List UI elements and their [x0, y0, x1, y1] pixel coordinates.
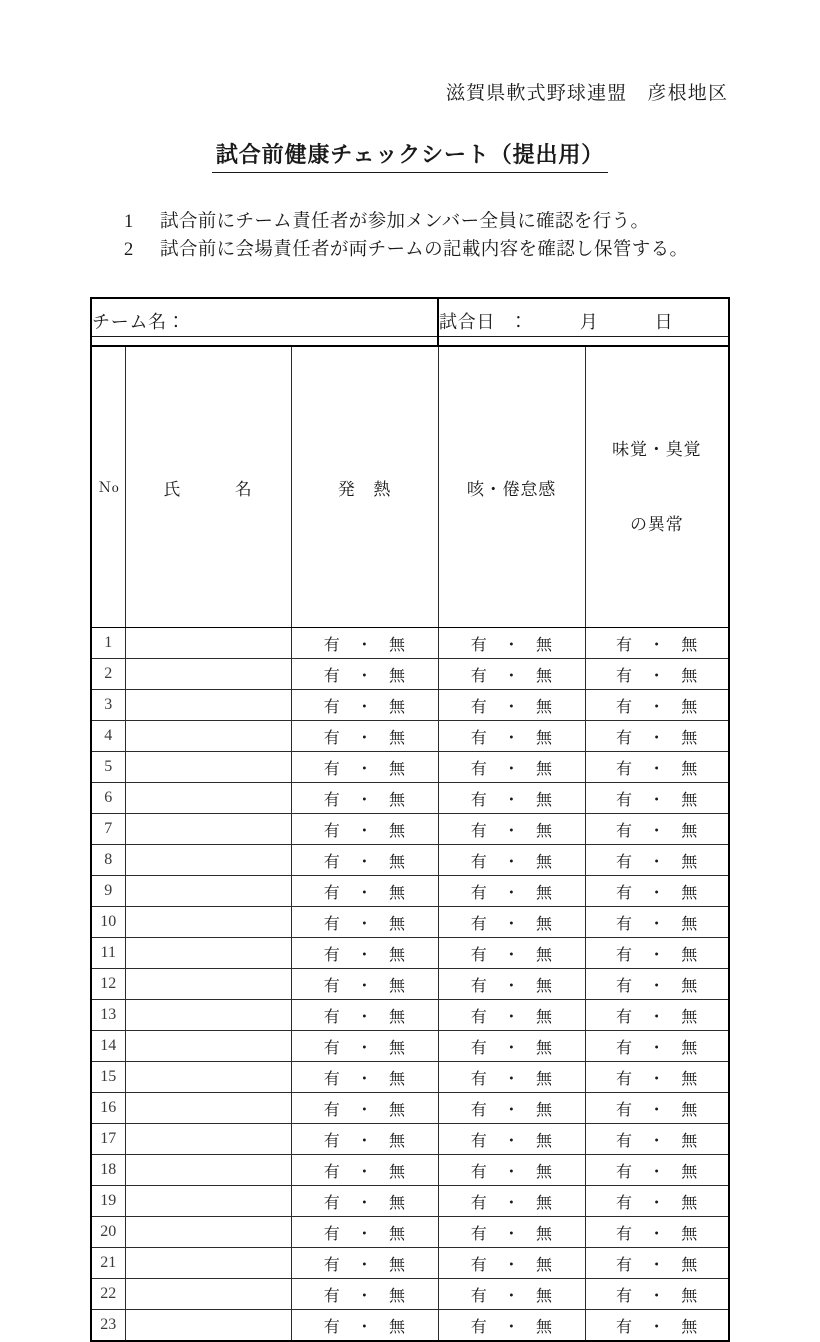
row-number: 22: [91, 1279, 125, 1310]
row-number: 17: [91, 1124, 125, 1155]
table-row: [91, 1031, 729, 1062]
row-number: 4: [91, 721, 125, 752]
fever-choice-cell[interactable]: 有 ・ 無: [291, 907, 438, 938]
cough-choice-cell[interactable]: 有 ・ 無: [438, 1000, 585, 1031]
team-name-label: チーム名：: [92, 308, 186, 337]
row-number: 1: [91, 628, 125, 659]
row-number: 15: [91, 1062, 125, 1093]
taste-smell-choice-cell[interactable]: 有 ・ 無: [585, 969, 729, 1000]
cough-choice-cell[interactable]: 有 ・ 無: [438, 1031, 585, 1062]
taste-smell-choice-cell[interactable]: 有 ・ 無: [585, 1310, 729, 1342]
match-date-field[interactable]: 試合日 ： 月 日: [439, 308, 728, 337]
match-date-cell[interactable]: [438, 298, 729, 346]
fever-choice-cell[interactable]: 有 ・ 無: [291, 814, 438, 845]
table-row: [91, 1124, 729, 1155]
row-number: 12: [91, 969, 125, 1000]
instruction-number: 1: [124, 212, 134, 232]
table-row: [91, 752, 729, 783]
cough-choice-cell[interactable]: 有 ・ 無: [438, 1217, 585, 1248]
fever-choice-cell[interactable]: 有 ・ 無: [291, 1310, 438, 1342]
cough-choice-cell[interactable]: 有 ・ 無: [438, 690, 585, 721]
member-name-input[interactable]: [125, 1310, 291, 1342]
table-row: [91, 1062, 729, 1093]
cough-choice-cell[interactable]: 有 ・ 無: [438, 1279, 585, 1310]
cough-choice-cell[interactable]: 有 ・ 無: [438, 814, 585, 845]
table-row: [91, 1217, 729, 1248]
taste-smell-choice-cell[interactable]: 有 ・ 無: [585, 1279, 729, 1310]
sheet-info-row: [91, 298, 729, 346]
organization-header: 滋賀県軟式野球連盟 彦根地区: [446, 83, 728, 104]
fever-choice-cell[interactable]: 有 ・ 無: [291, 1000, 438, 1031]
taste-smell-choice-cell[interactable]: 有 ・ 無: [585, 1248, 729, 1279]
member-name-input[interactable]: [125, 1000, 291, 1031]
fever-choice-cell[interactable]: 有 ・ 無: [291, 938, 438, 969]
column-header-taste-line1: 味覚・臭覚: [612, 440, 702, 459]
member-name-input[interactable]: [125, 721, 291, 752]
member-name-input[interactable]: [125, 1248, 291, 1279]
member-name-input[interactable]: [125, 1155, 291, 1186]
instructions-list: [124, 208, 688, 264]
row-number: 21: [91, 1248, 125, 1279]
cough-choice-cell[interactable]: 有 ・ 無: [438, 1062, 585, 1093]
member-name-input[interactable]: [125, 783, 291, 814]
cough-choice-cell[interactable]: 有 ・ 無: [438, 721, 585, 752]
column-header-taste-smell: [585, 346, 729, 628]
taste-smell-choice-cell[interactable]: 有 ・ 無: [585, 690, 729, 721]
fever-choice-cell[interactable]: 有 ・ 無: [291, 1279, 438, 1310]
instruction-item: [124, 208, 688, 236]
cough-choice-cell[interactable]: 有 ・ 無: [438, 1248, 585, 1279]
taste-smell-choice-cell[interactable]: 有 ・ 無: [585, 783, 729, 814]
column-header-fever: 発 熱: [291, 346, 438, 628]
cough-choice-cell[interactable]: 有 ・ 無: [438, 628, 585, 659]
member-name-input[interactable]: [125, 938, 291, 969]
column-header-row: [91, 346, 729, 628]
member-name-input[interactable]: [125, 845, 291, 876]
page-title: 試合前健康チェックシート（提出用）: [212, 138, 608, 173]
cough-choice-cell[interactable]: 有 ・ 無: [438, 1093, 585, 1124]
row-number: 11: [91, 938, 125, 969]
fever-choice-cell[interactable]: 有 ・ 無: [291, 876, 438, 907]
column-header-name: 氏 名: [125, 346, 291, 628]
row-number: 14: [91, 1031, 125, 1062]
cough-choice-cell[interactable]: 有 ・ 無: [438, 783, 585, 814]
table-row: [91, 690, 729, 721]
cough-choice-cell[interactable]: 有 ・ 無: [438, 938, 585, 969]
taste-smell-choice-cell[interactable]: 有 ・ 無: [585, 1031, 729, 1062]
column-header-cough: 咳・倦怠感: [438, 346, 585, 628]
fever-choice-cell[interactable]: 有 ・ 無: [291, 1124, 438, 1155]
row-number: 23: [91, 1310, 125, 1342]
member-name-input[interactable]: [125, 690, 291, 721]
member-name-input[interactable]: [125, 628, 291, 659]
page-title-container: [0, 138, 820, 173]
taste-smell-choice-cell[interactable]: 有 ・ 無: [585, 814, 729, 845]
table-row: [91, 1000, 729, 1031]
table-row: [91, 938, 729, 969]
fever-choice-cell[interactable]: 有 ・ 無: [291, 1093, 438, 1124]
cough-choice-cell[interactable]: 有 ・ 無: [438, 876, 585, 907]
taste-smell-choice-cell[interactable]: 有 ・ 無: [585, 907, 729, 938]
table-row: [91, 783, 729, 814]
cough-choice-cell[interactable]: 有 ・ 無: [438, 659, 585, 690]
fever-choice-cell[interactable]: 有 ・ 無: [291, 1031, 438, 1062]
column-header-no: Ｎo: [91, 346, 125, 628]
member-name-input[interactable]: [125, 1093, 291, 1124]
row-number: 2: [91, 659, 125, 690]
table-row: [91, 814, 729, 845]
member-name-input[interactable]: [125, 1062, 291, 1093]
instruction-text: 試合前に会場責任者が両チームの記載内容を確認し保管する。: [160, 240, 689, 260]
row-number: 16: [91, 1093, 125, 1124]
taste-smell-choice-cell[interactable]: 有 ・ 無: [585, 1186, 729, 1217]
taste-smell-choice-cell[interactable]: 有 ・ 無: [585, 876, 729, 907]
member-name-input[interactable]: [125, 752, 291, 783]
fever-choice-cell[interactable]: 有 ・ 無: [291, 1062, 438, 1093]
table-row: [91, 659, 729, 690]
fever-choice-cell[interactable]: 有 ・ 無: [291, 1248, 438, 1279]
member-name-input[interactable]: [125, 1031, 291, 1062]
member-name-input[interactable]: [125, 659, 291, 690]
taste-smell-choice-cell[interactable]: 有 ・ 無: [585, 628, 729, 659]
taste-smell-choice-cell[interactable]: 有 ・ 無: [585, 752, 729, 783]
member-name-input[interactable]: [125, 814, 291, 845]
fever-choice-cell[interactable]: 有 ・ 無: [291, 752, 438, 783]
table-row: [91, 1310, 729, 1342]
table-row: [91, 721, 729, 752]
taste-smell-choice-cell[interactable]: 有 ・ 無: [585, 1000, 729, 1031]
member-name-input[interactable]: [125, 876, 291, 907]
row-number: 8: [91, 845, 125, 876]
taste-smell-choice-cell[interactable]: 有 ・ 無: [585, 845, 729, 876]
table-row: [91, 1279, 729, 1310]
cough-choice-cell[interactable]: 有 ・ 無: [438, 969, 585, 1000]
column-header-taste-line2: の異常: [630, 515, 684, 534]
fever-choice-cell[interactable]: 有 ・ 無: [291, 721, 438, 752]
table-row: [91, 969, 729, 1000]
row-number: 18: [91, 1155, 125, 1186]
member-name-input[interactable]: [125, 907, 291, 938]
table-row: [91, 907, 729, 938]
fever-choice-cell[interactable]: 有 ・ 無: [291, 628, 438, 659]
row-number: 3: [91, 690, 125, 721]
cough-choice-cell[interactable]: 有 ・ 無: [438, 845, 585, 876]
cough-choice-cell[interactable]: 有 ・ 無: [438, 907, 585, 938]
taste-smell-choice-cell[interactable]: 有 ・ 無: [585, 1093, 729, 1124]
table-row: [91, 1186, 729, 1217]
instruction-item: [124, 236, 688, 264]
instruction-text: 試合前にチーム責任者が参加メンバー全員に確認を行う。: [160, 212, 650, 232]
taste-smell-choice-cell[interactable]: 有 ・ 無: [585, 659, 729, 690]
table-row: [91, 628, 729, 659]
table-row: [91, 1093, 729, 1124]
taste-smell-choice-cell[interactable]: 有 ・ 無: [585, 721, 729, 752]
team-name-cell: [91, 298, 438, 346]
table-row: [91, 876, 729, 907]
fever-choice-cell[interactable]: 有 ・ 無: [291, 845, 438, 876]
taste-smell-choice-cell[interactable]: 有 ・ 無: [585, 1155, 729, 1186]
cough-choice-cell[interactable]: 有 ・ 無: [438, 1124, 585, 1155]
row-number: 5: [91, 752, 125, 783]
member-name-input[interactable]: [125, 1279, 291, 1310]
table-row: [91, 1248, 729, 1279]
member-name-input[interactable]: [125, 1186, 291, 1217]
row-number: 7: [91, 814, 125, 845]
taste-smell-choice-cell[interactable]: 有 ・ 無: [585, 1124, 729, 1155]
cough-choice-cell[interactable]: 有 ・ 無: [438, 1310, 585, 1342]
cough-choice-cell[interactable]: 有 ・ 無: [438, 1155, 585, 1186]
taste-smell-choice-cell[interactable]: 有 ・ 無: [585, 1217, 729, 1248]
row-number: 19: [91, 1186, 125, 1217]
member-name-input[interactable]: [125, 969, 291, 1000]
cough-choice-cell[interactable]: 有 ・ 無: [438, 1186, 585, 1217]
instruction-number: 2: [124, 240, 134, 260]
member-name-input[interactable]: [125, 1124, 291, 1155]
row-number: 9: [91, 876, 125, 907]
taste-smell-choice-cell[interactable]: 有 ・ 無: [585, 938, 729, 969]
fever-choice-cell[interactable]: 有 ・ 無: [291, 1186, 438, 1217]
member-name-input[interactable]: [125, 1217, 291, 1248]
row-number: 10: [91, 907, 125, 938]
row-number: 20: [91, 1217, 125, 1248]
table-row: [91, 845, 729, 876]
fever-choice-cell[interactable]: 有 ・ 無: [291, 969, 438, 1000]
row-number: 6: [91, 783, 125, 814]
taste-smell-choice-cell[interactable]: 有 ・ 無: [585, 1062, 729, 1093]
fever-choice-cell[interactable]: 有 ・ 無: [291, 1155, 438, 1186]
team-name-input[interactable]: [186, 315, 437, 337]
fever-choice-cell[interactable]: 有 ・ 無: [291, 659, 438, 690]
health-check-table: [90, 297, 730, 1342]
table-row: [91, 1155, 729, 1186]
cough-choice-cell[interactable]: 有 ・ 無: [438, 752, 585, 783]
fever-choice-cell[interactable]: 有 ・ 無: [291, 690, 438, 721]
fever-choice-cell[interactable]: 有 ・ 無: [291, 783, 438, 814]
row-number: 13: [91, 1000, 125, 1031]
fever-choice-cell[interactable]: 有 ・ 無: [291, 1217, 438, 1248]
